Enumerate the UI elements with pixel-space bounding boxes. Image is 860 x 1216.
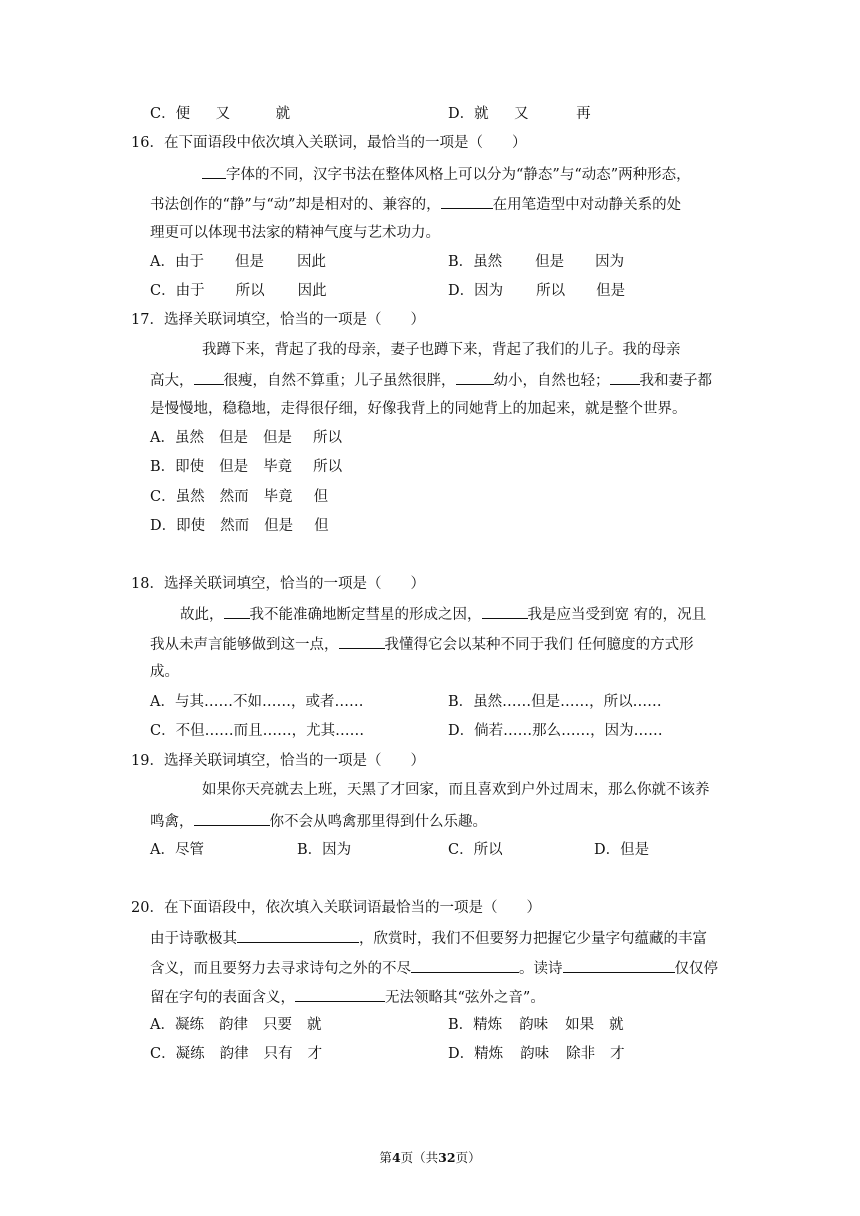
q19-option-a: A．尽管 [150,842,204,858]
q17-stem: 17．选择关联词填空，恰当的一项是（ ） [131,312,425,328]
q16-passage-line3: 理更可以体现书法家的精神气度与艺术功力。 [150,225,440,241]
page-total: 32 [438,1150,456,1165]
q17-option-d: D．即使 然而 但是 但 [150,518,329,534]
q15-option-c: C．便 又 就 [150,106,291,122]
blank [202,163,226,179]
q19-option-d: D．但是 [594,842,650,858]
q20-option-d: D．精炼 韵味 除非 才 [448,1046,625,1062]
q19-passage-line1: 如果你天亮就去上班，天黑了才回家，而且喜欢到户外过周末，那么你就不该养 [202,782,710,798]
q20-passage-line2: 含义，而且要努力去寻求诗句之外的不尽 。读诗 仅仅停 [150,957,718,979]
blank [295,986,385,1002]
q16-stem: 16．在下面语段中依次填入关联词，最恰当的一项是（ ） [131,135,527,151]
q16-option-c: C．由于 所以 因此 [150,283,327,299]
q19-passage-line2: 鸣禽， 你不会从鸣禽那里得到什么乐趣。 [150,810,487,832]
blank [339,633,385,649]
q18-passage-line2: 我从未声言能够做到这一点， 我懂得它会以某种不同于我们 任何臆度的方式形 [150,633,694,655]
q16-option-d: D．因为 所以 但是 [448,283,626,299]
q17-passage-line2: 高大， 很瘦，自然不算重；儿子虽然很胖， 幼小，自然也轻； 我和妻子都 [150,369,712,391]
q18-option-a: A．与其……不如……，或者…… [150,694,364,710]
q20-option-c: C．凝练 韵律 只有 才 [150,1046,323,1062]
blank [482,603,528,619]
q20-passage-line1: 由于诗歌极其 ，欣赏时，我们不但要努力把握它少量字句蕴藏的丰富 [150,927,707,949]
blank [411,957,519,973]
q16-passage-line1: 字体的不同，汉字书法在整体风格上可以分为“静态”与“动态”两种形态， [202,163,691,185]
blank [224,603,250,619]
q16-option-a: A．由于 但是 因此 [150,254,326,270]
q18-option-c: C．不但……而且……，尤其…… [150,723,365,739]
q17-option-b: B．即使 但是 毕竟 所以 [150,459,343,475]
q15-option-d: D．就 又 再 [448,106,591,122]
q17-passage-line1: 我蹲下来，背起了我的母亲，妻子也蹲下来，背起了我们的儿子。我的母亲 [202,342,681,358]
page-number: 4 [391,1150,401,1165]
q20-stem: 20．在下面语段中，依次填入关联词语最恰当的一项是（ ） [131,900,541,916]
q20-passage-line3: 留在字句的表面含义， 无法领略其“弦外之音”。 [150,986,545,1008]
blank [441,193,493,209]
q18-option-b: B．虽然……但是……，所以…… [448,694,662,710]
blank [194,369,224,385]
blank [610,369,640,385]
q16-option-b: B．虽然 但是 因为 [448,254,625,270]
blank [563,957,675,973]
q18-passage-line3: 成。 [150,664,179,680]
q18-passage-line1: 故此， 我不能准确地断定彗星的形成之因， 我是应当受到宽 宥的，况且 [180,603,706,625]
q18-stem: 18．选择关联词填空，恰当的一项是（ ） [131,576,425,592]
blank [456,369,494,385]
q20-option-a: A．凝练 韵律 只要 就 [150,1017,322,1033]
q19-stem: 19．选择关联词填空，恰当的一项是（ ） [131,753,425,769]
q17-option-c: C．虽然 然而 毕竟 但 [150,489,329,505]
q16-passage-line2: 书法创作的“静”与“动”却是相对的、兼容的， 在用笔造型中对动静关系的处 [150,193,681,215]
q17-option-a: A．虽然 但是 但是 所以 [150,430,342,446]
page-footer: 第4页（共32页） [379,1150,481,1165]
q17-passage-line3: 是慢慢地，稳稳地，走得很仔细，好像我背上的同她背上的加起来，就是整个世界。 [150,401,687,417]
blank [194,810,270,826]
q18-option-d: D．倘若……那么……，因为…… [448,723,663,739]
q19-option-c: C．所以 [448,842,503,858]
q19-option-b: B．因为 [297,842,352,858]
blank [237,927,359,943]
q20-option-b: B．精炼 韵味 如果 就 [448,1017,624,1033]
